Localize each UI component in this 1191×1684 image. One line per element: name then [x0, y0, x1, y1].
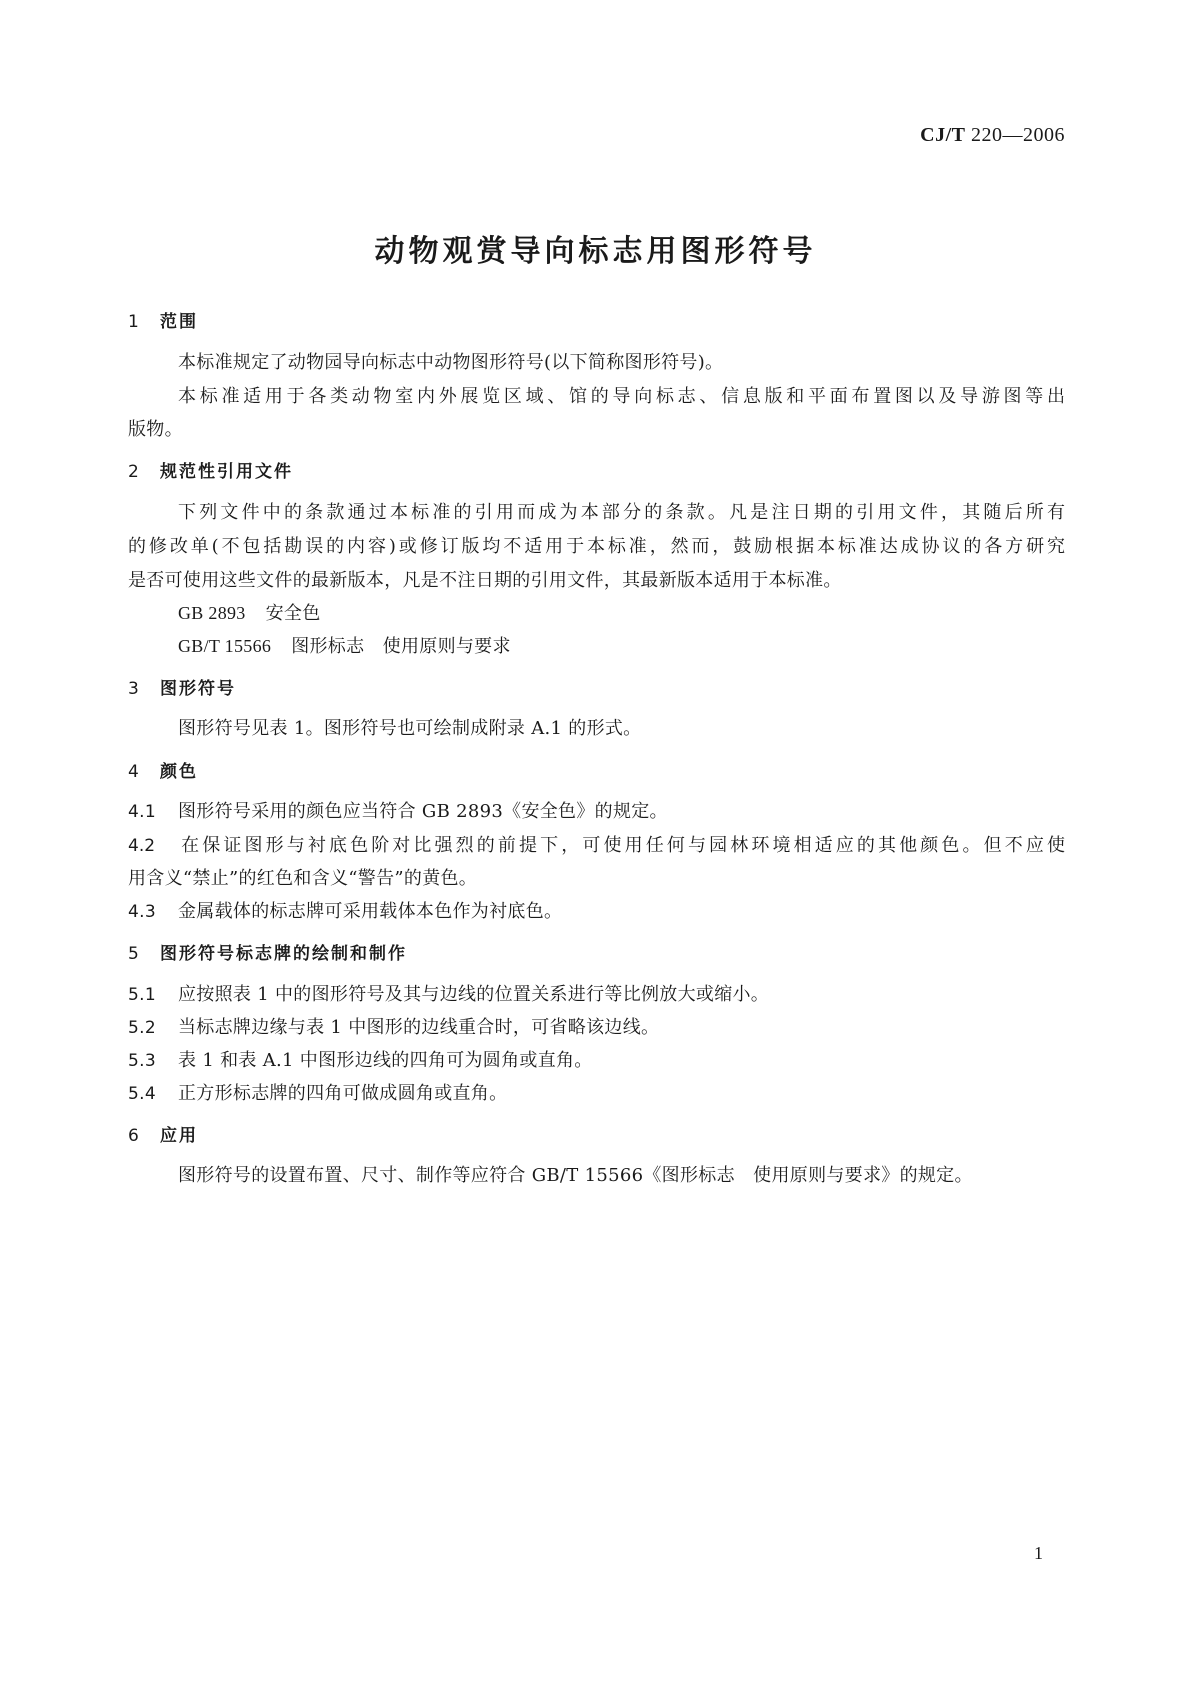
paragraph-line: 是否可使用这些文件的最新版本，凡是不注日期的引用文件，其最新版本适用于本标准。: [128, 570, 842, 591]
reference-name: 安全色: [265, 603, 321, 624]
reference-code: GB/T 15566: [178, 636, 272, 656]
section-number: 5: [128, 944, 141, 964]
clause-number: 5.1: [128, 985, 156, 1005]
section-heading-1: [128, 307, 198, 332]
clause-number: 5.4: [128, 1084, 156, 1104]
clause-number: 4.1: [128, 802, 156, 822]
clause-number: 4.2: [128, 836, 156, 856]
section-heading-2: [128, 457, 293, 482]
clause-text: 正方形标志牌的四角可做成圆角或直角。: [178, 1083, 508, 1104]
section-number: 2: [128, 462, 141, 482]
section-heading-5: [128, 939, 407, 964]
page-number: 1: [1034, 1543, 1043, 1563]
section-number: 6: [128, 1126, 141, 1146]
paragraph-line: 图形符号的设置布置、尺寸、制作等应符合 GB/T 15566《图形标志 使用原则与要求》的规定。: [178, 1165, 973, 1186]
section-title: 范围: [160, 312, 198, 332]
standard-code-prefix: CJ/T: [920, 124, 966, 146]
section-heading-4: [128, 757, 198, 782]
reference-code: GB 2893: [178, 603, 246, 623]
reference-item: [178, 632, 511, 658]
paragraph-line: 版物。: [128, 419, 183, 440]
standard-code: [920, 124, 1065, 147]
section-title: 图形符号标志牌的绘制和制作: [160, 944, 407, 964]
clause-number: 5.2: [128, 1018, 156, 1038]
clause-text: 在保证图形与衬底色阶对比强烈的前提下，可使用任何与园林环境相适应的其他颜色。但不应使: [178, 835, 1065, 856]
reference-name: 图形标志 使用原则与要求: [291, 636, 511, 657]
clause: [128, 1046, 593, 1072]
section-heading-6: [128, 1121, 198, 1146]
clause-text: 图形符号采用的颜色应当符合 GB 2893《安全色》的规定。: [178, 801, 668, 822]
section-title: 规范性引用文件: [160, 462, 293, 482]
section-title: 图形符号: [160, 679, 236, 699]
standard-code-number: 220—2006: [971, 124, 1065, 146]
document-title: 动物观赏导向标志用图形符号: [374, 234, 817, 269]
clause: [128, 797, 668, 823]
section-number: 1: [128, 312, 141, 332]
clause-number: 5.3: [128, 1051, 156, 1071]
section-title: 颜色: [160, 762, 198, 782]
clause: [128, 1013, 659, 1039]
paragraph-line: 图形符号见表 1。图形符号也可绘制成附录 A.1 的形式。: [178, 718, 642, 739]
paragraph-line: 下列文件中的条款通过本标准的引用而成为本部分的条款。凡是注日期的引用文件，其随后所有: [178, 502, 1065, 523]
clause: [128, 1079, 507, 1105]
section-title: 应用: [160, 1126, 198, 1146]
clause: [128, 831, 1065, 857]
clause-text: 表 1 和表 A.1 中图形边线的四角可为圆角或直角。: [178, 1050, 593, 1071]
paragraph-line: 的修改单(不包括勘误的内容)或修订版均不适用于本标准，然而，鼓励根据本标准达成协议的各方研究: [128, 536, 1065, 557]
clause-text: 金属载体的标志牌可采用载体本色作为衬底色。: [178, 901, 563, 922]
section-number: 3: [128, 679, 141, 699]
reference-item: [178, 599, 321, 625]
paragraph-line: 用含义“禁止”的红色和含义“警告”的黄色。: [128, 868, 478, 889]
clause: [128, 980, 769, 1006]
clause: [128, 897, 562, 923]
paragraph-line: 本标准适用于各类动物室内外展览区域、馆的导向标志、信息版和平面布置图以及导游图等出: [178, 386, 1065, 407]
section-heading-3: [128, 674, 236, 699]
clause-number: 4.3: [128, 902, 156, 922]
section-number: 4: [128, 762, 141, 782]
clause-text: 当标志牌边缘与表 1 中图形的边线重合时，可省略该边线。: [178, 1017, 660, 1038]
paragraph-line: 本标准规定了动物园导向标志中动物图形符号(以下简称图形符号)。: [178, 352, 724, 373]
clause-text: 应按照表 1 中的图形符号及其与边线的位置关系进行等比例放大或缩小。: [178, 984, 770, 1005]
